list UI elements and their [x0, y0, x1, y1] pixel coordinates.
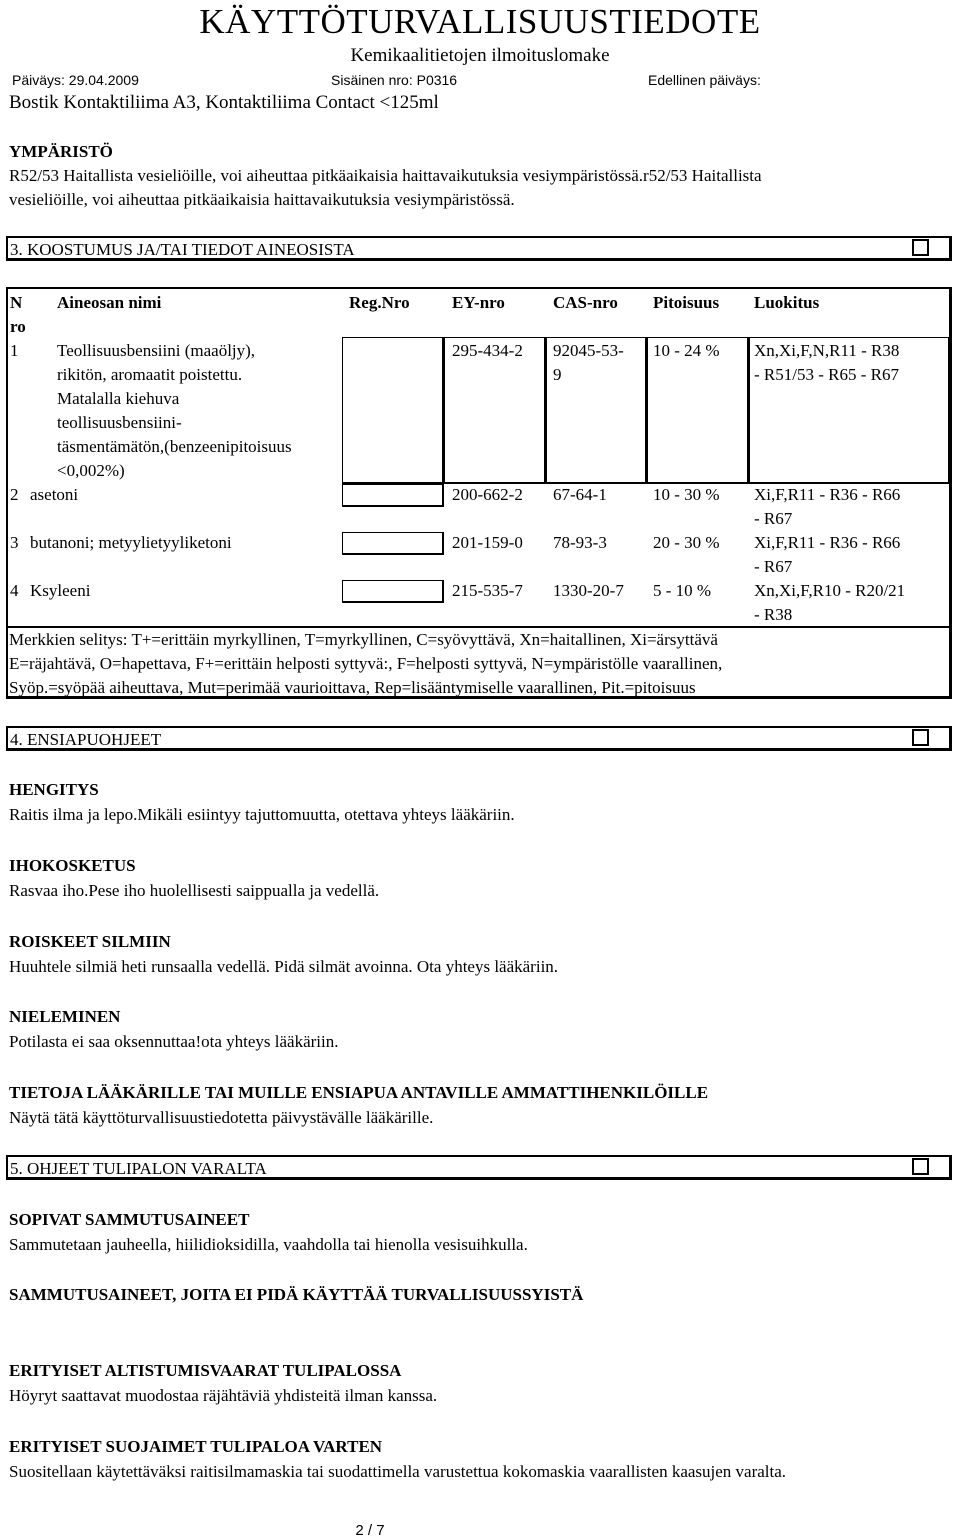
first-aid-heading-eyes: ROISKEET SILMIIN [9, 932, 171, 951]
row3-content: 20 - 30 % [653, 533, 720, 552]
legend-line: Merkkien selitys: T+=erittäin myrkyllinen, T=myrkyllinen, C=syövyttävä, Xn=haitallinen, Xi=ärsyttävä [9, 630, 718, 649]
row3-reg-cell [342, 532, 444, 555]
previous-date-label: Edellinen päiväys: [648, 72, 761, 88]
page-number: 2 / 7 [355, 1522, 385, 1539]
checkbox-icon [912, 729, 929, 746]
row1-name-line: Teollisuusbensiini (maaöljy), [57, 341, 256, 360]
row2-ey: 200-662-2 [452, 485, 523, 504]
row3-cas: 78-93-3 [553, 533, 607, 552]
first-aid-text-inhalation: Raitis ilma ja lepo.Mikäli esiintyy tajuttomuutta, otettava yhteys lääkäriin. [9, 805, 515, 824]
checkbox-icon [912, 239, 929, 256]
row3-name: butanoni; metyylietyyliketoni [30, 533, 232, 552]
checkbox-icon [912, 1158, 929, 1175]
fire-text-protective-equipment: Suositellaan käytettäväksi raitisilmamaskia tai suodattimella varustettua kokomaskia vaarallisten kaasujen varalta. [9, 1462, 787, 1481]
row1-cas-cell [546, 337, 647, 484]
row3-ey: 201-159-0 [452, 533, 523, 552]
row1-class-line: - R51/53 - R65 - R67 [754, 365, 899, 384]
first-aid-heading-doctor: TIETOJA LÄÄKÄRILLE TAI MUILLE ENSIAPUA ANTAVILLE AMMATTIHENKILÖILLE [9, 1083, 709, 1102]
row4-class-line: - R38 [754, 605, 793, 624]
row4-ey: 215-535-7 [452, 581, 523, 600]
fire-text-special-hazards: Höyryt saattavat muodostaa räjähtäviä yhdisteitä ilman kanssa. [9, 1386, 438, 1405]
col-header-content: Pitoisuus [653, 293, 720, 312]
section4-title: 4. ENSIAPUOHJEET [10, 730, 162, 749]
row3-nro: 3 [10, 533, 19, 552]
row4-class-line: Xn,Xi,F,R10 - R20/21 [754, 581, 906, 600]
first-aid-text-ingestion: Potilasta ei saa oksennuttaa!ota yhteys lääkäriin. [9, 1032, 339, 1051]
row4-reg-cell [342, 580, 444, 603]
fire-heading-suitable-media: SOPIVAT SAMMUTUSAINEET [9, 1210, 250, 1229]
internal-number: Sisäinen nro: P0316 [331, 72, 458, 88]
section4-header [6, 726, 952, 751]
legend-line: E=räjahtävä, O=hapettava, F+=erittäin helposti syttyvä:, F=helposti syttyvä, N=ympäristölle vaarallinen, [9, 654, 723, 673]
row1-name-line: täsmentämätön,(benzeenipitoisuus [57, 437, 292, 456]
environment-text-line2: vesieliöille, voi aiheuttaa pitkäaikaisia haittavaikutuksia vesiympäristössä. [9, 190, 515, 209]
first-aid-text-eyes: Huuhtele silmiä heti runsaalla vedellä. Pidä silmät avoinna. Ota yhteys lääkäriin. [9, 957, 559, 976]
col-header-class: Luokitus [754, 293, 820, 312]
section5-title: 5. OHJEET TULIPALON VARALTA [10, 1159, 267, 1178]
row2-name: asetoni [30, 485, 79, 504]
row1-name-line: rikitön, aromaatit poistettu. [57, 365, 243, 384]
row1-ey: 295-434-2 [452, 341, 523, 360]
row1-name-line: teollisuusbensiini- [57, 413, 182, 432]
fire-text-suitable-media: Sammutetaan jauheella, hiilidioksidilla, vaahdolla tai hienolla vesisuihkulla. [9, 1235, 528, 1254]
date-label: Päiväys: 29.04.2009 [12, 72, 139, 88]
document-subtitle: Kemikaalitietojen ilmoituslomake [350, 45, 610, 66]
row4-cas: 1330-20-7 [553, 581, 624, 600]
row2-content: 10 - 30 % [653, 485, 720, 504]
row4-nro: 4 [10, 581, 19, 600]
row1-class-cell [749, 337, 950, 484]
row2-nro: 2 [10, 485, 19, 504]
row1-ey-cell [444, 337, 546, 484]
col-header-nro: N [10, 293, 23, 312]
col-header-cas: CAS-nro [553, 293, 618, 312]
section3-title: 3. KOOSTUMUS JA/TAI TIEDOT AINEOSISTA [10, 240, 355, 259]
row1-cas-line: 92045-53- [553, 341, 624, 360]
col-header-ey: EY-nro [452, 293, 505, 312]
row1-class-line: Xn,Xi,F,N,R11 - R38 [754, 341, 900, 360]
row2-class-line: - R67 [754, 509, 793, 528]
row2-cas: 67-64-1 [553, 485, 607, 504]
fire-heading-special-hazards: ERITYISET ALTISTUMISVAARAT TULIPALOSSA [9, 1361, 402, 1380]
section5-header [6, 1155, 952, 1180]
row1-name-line: Matalalla kiehuva [57, 389, 180, 408]
row1-content: 10 - 24 % [653, 341, 720, 360]
row3-class-line: - R67 [754, 557, 793, 576]
environment-heading: YMPÄRISTÖ [9, 142, 113, 161]
first-aid-text-doctor: Näytä tätä käyttöturvallisuustiedotetta päivystävälle lääkärille. [9, 1108, 434, 1127]
row1-cas-line: 9 [553, 365, 562, 384]
row1-nro: 1 [10, 341, 19, 360]
row2-reg-cell [342, 484, 444, 507]
row1-reg-cell [342, 337, 444, 484]
first-aid-heading-ingestion: NIELEMINEN [9, 1007, 121, 1026]
first-aid-text-skin: Rasvaa iho.Pese iho huolellisesti saippualla ja vedellä. [9, 881, 380, 900]
row1-name-line: <0,002%) [57, 461, 125, 480]
row4-content: 5 - 10 % [653, 581, 712, 600]
environment-text-line1: R52/53 Haitallista vesieliöille, voi aiheuttaa pitkäaikaisia haittavaikutuksia vesiympäristössä.r52/53 Haitallista [9, 166, 762, 185]
row1-content-cell [647, 337, 749, 484]
row3-class-line: Xi,F,R11 - R36 - R66 [754, 533, 901, 552]
fire-heading-protective-equipment: ERITYISET SUOJAIMET TULIPALOA VARTEN [9, 1437, 383, 1456]
row2-class-line: Xi,F,R11 - R36 - R66 [754, 485, 901, 504]
row4-name: Ksyleeni [30, 581, 91, 600]
col-header-name: Aineosan nimi [57, 293, 162, 312]
product-name: Bostik Kontaktiliima A3, Kontaktiliima Contact <125ml [9, 92, 439, 113]
col-header-nro-cont: ro [10, 317, 26, 336]
fire-heading-unsuitable-media: SAMMUTUSAINEET, JOITA EI PIDÄ KÄYTTÄÄ TURVALLISUUSSYISTÄ [9, 1285, 584, 1304]
col-header-reg: Reg.Nro [349, 293, 410, 312]
document-title: KÄYTTÖTURVALLISUUSTIEDOTE [199, 2, 761, 41]
section3-header [6, 236, 952, 261]
composition-table [6, 287, 952, 699]
first-aid-heading-skin: IHOKOSKETUS [9, 856, 136, 875]
legend-line: Syöp.=syöpää aiheuttava, Mut=perimää vaurioittava, Rep=lisääntymiselle vaarallinen, Pit.=pitoisuus [9, 678, 696, 697]
first-aid-heading-inhalation: HENGITYS [9, 780, 99, 799]
